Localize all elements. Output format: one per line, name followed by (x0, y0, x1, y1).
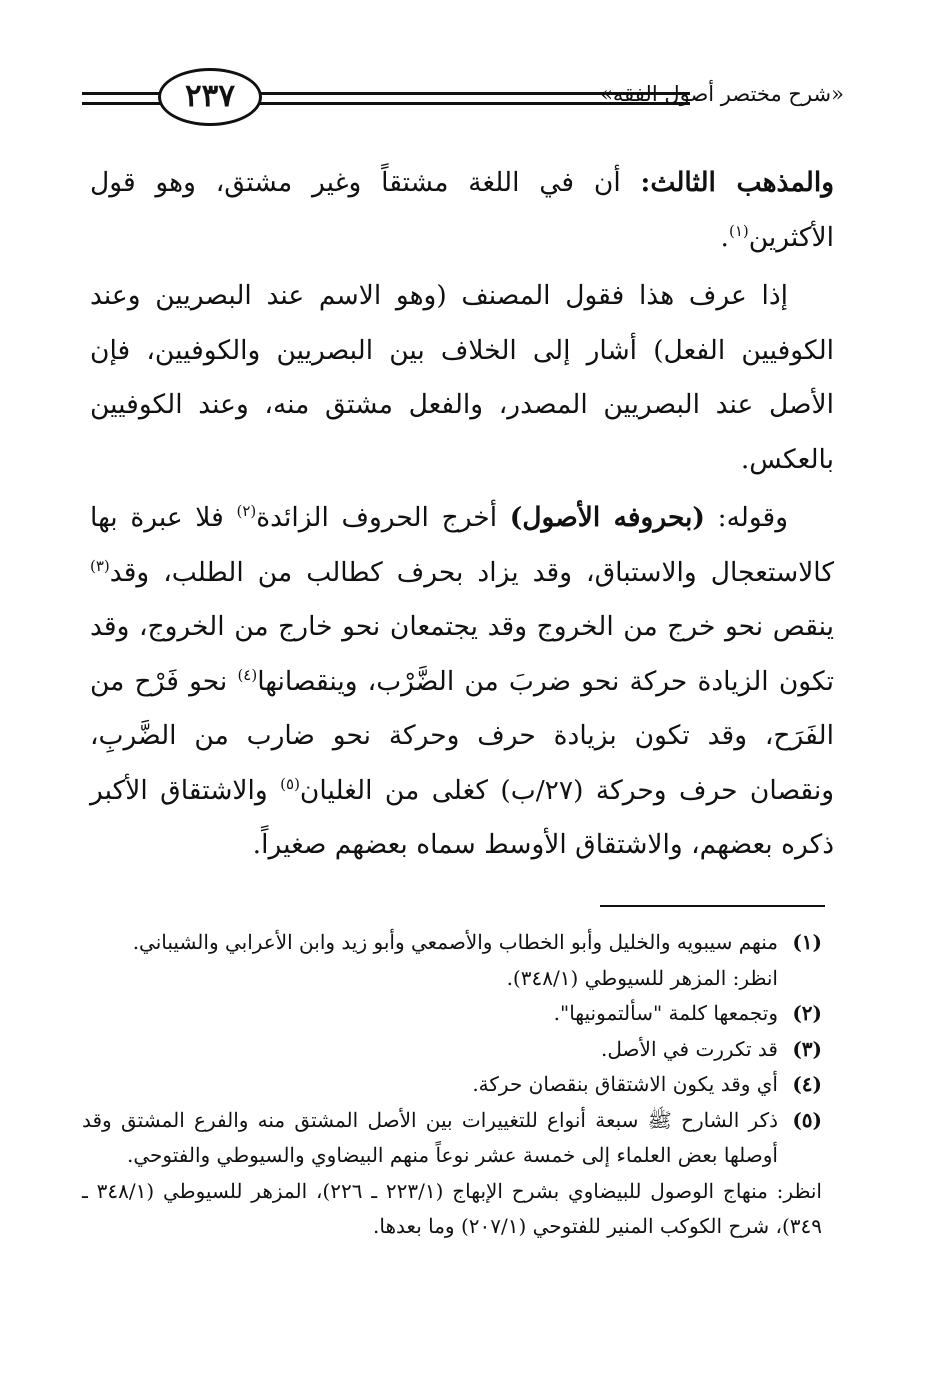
paragraph-3-text-2: فلا عبرة بها كالاستعجال والاستباق، وقد يزاد بحرف كطالب من الطلب، وقد (90, 502, 834, 588)
footnote-5 (82, 1103, 822, 1174)
footnote-2 (82, 996, 822, 1032)
main-text (90, 156, 834, 877)
header-rule-left (82, 92, 162, 105)
page-header (82, 58, 844, 138)
footnote-number: (٢) (792, 1001, 822, 1025)
footnote-ref-5[interactable]: (٥) (280, 774, 300, 793)
paragraph-1-end: . (720, 221, 729, 253)
footnote-number: (٣) (792, 1036, 822, 1061)
footnote-line: ذكر الشارح ﷺ سبعة أنواع للتغييرات بين الأصل المشتق منه والفرع المشتق وقد أوصلها بعض العلماء إلى خمسة عشر نوعاً منهم البيضاوي والسيوطي والفتوحي. (82, 1107, 778, 1167)
footnote-line: أي وقد يكون الاشتقاق بنقصان حركة. (472, 1072, 778, 1096)
paragraph-3-start: وقوله: (704, 502, 789, 533)
footnotes (82, 925, 822, 1245)
footnote-number: (٤) (792, 1072, 822, 1096)
footnote-line: انظر: المزهر للسيوطي (٣٤٨/١). (506, 965, 778, 990)
paragraph-3-text-1: أخرج الحروف الزائدة (256, 502, 510, 533)
footnote-body (82, 925, 778, 996)
footnote-ref-2[interactable]: (٢) (236, 502, 257, 521)
paragraph-2: إذا عرف هذا فقول المصنف (وهو الاسم عند البصريين وعند الكوفيين الفعل) أشار إلى الخلاف بين البصريين والكوفيين، فإن الأصل عند البصريين المصدر، والفعل مشتق منه، وعند الكوفيين بالعكس. (90, 280, 834, 475)
footnote-ref-1[interactable]: (١) (728, 221, 749, 240)
paragraph-3-text-3: ينقص نحو خرج من الخروج وقد يجتمعان نحو خارج من الخروج، وقد تكون الزيادة حركة نحو ضربَ من الضَّرْب، وينقصانها (90, 611, 834, 697)
footnote-5-sources: انظر: منهاج الوصول للبيضاوي بشرح الإبهاج (٢٢٣/١ ـ ٢٢٦)، المزهر للسيوطي (٣٤٨/١ ـ ٣٤٩)، شرح الكوكب المنير للفتوحي (٢٠٧/١) وما بعدها. (82, 1178, 822, 1238)
footnote-number: (١) (792, 930, 822, 954)
footnote-line: وتجمعها كلمة "سألتمونيها". (553, 1001, 778, 1025)
paragraph-1-lead: والمذهب الثالث: (640, 167, 835, 198)
paragraph-3-text-5: والاشتقاق الأكبر ذكره بعضهم، والاشتقاق الأوسط سماه بعضهم صغيراً. (90, 774, 834, 860)
page-number: ٢٣٧ (158, 68, 262, 126)
paragraph-3 (90, 491, 834, 873)
footnote-1 (82, 925, 822, 996)
footnote-line: منهم سيبويه والخليل وأبو الخطاب والأصمعي وأبو زيد وابن الأعرابي والشيباني. (132, 930, 778, 954)
paragraph-1-text: أن في اللغة مشتقاً وغير مشتق، وهو قول الأكثرين (90, 167, 834, 253)
footnote-4 (82, 1067, 822, 1103)
paragraph-1 (90, 156, 834, 265)
footnote-number: (٥) (792, 1107, 822, 1132)
footnote-3 (82, 1032, 822, 1068)
footnote-separator (600, 905, 825, 907)
footnote-line: قد تكررت في الأصل. (601, 1036, 778, 1061)
paragraph-3-text-4: نحو فَرْح من الفَرَح، وقد تكون بزيادة حرف وحركة نحو ضارب من الضَّربِ، ونقصان حرف وحركة (٢٧/ب) كغلى من الغليان (90, 665, 835, 806)
paragraph-3-quote: (بحروفه الأصول) (509, 502, 705, 533)
footnote-ref-3[interactable]: (٣) (90, 556, 110, 575)
footnote-ref-4[interactable]: (٤) (237, 665, 258, 684)
running-title: «شرح مختصر أصول الفقه» (600, 82, 844, 106)
